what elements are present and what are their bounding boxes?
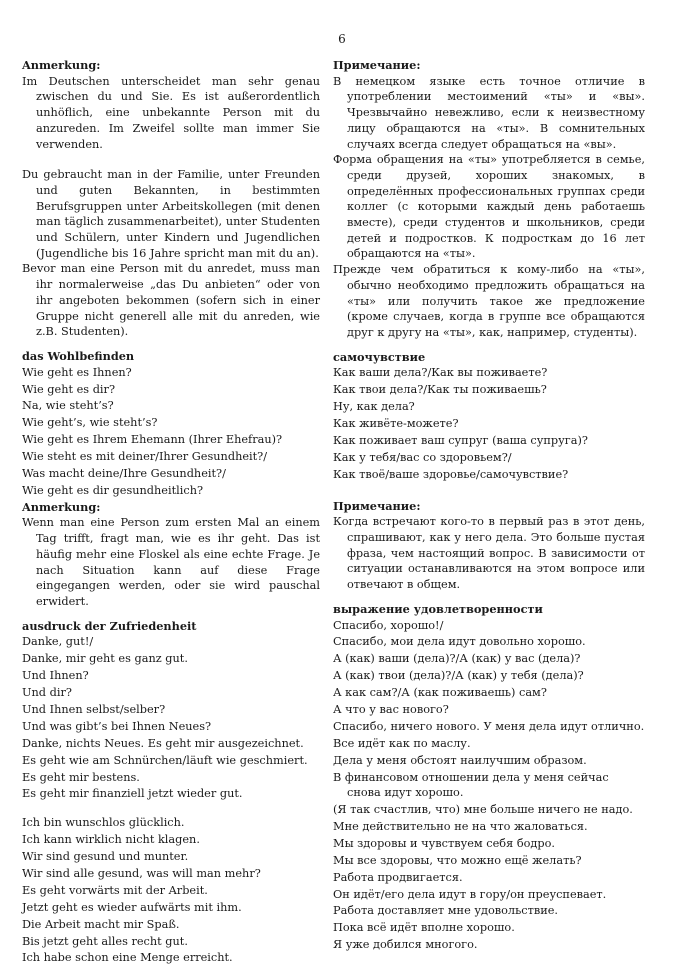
phrase-item: Und was gibt’s bei Ihnen Neues? — [22, 719, 212, 733]
phrase-list — [333, 618, 645, 801]
phrase-item: Он идёт/его дела идут в гору/он преуспевает. — [333, 887, 607, 901]
phrase-item: Работа продвигается. — [333, 870, 463, 884]
phrase-item: Danke, gut!/ — [22, 635, 94, 649]
phrase-item: Пока всё идёт вполне хорошо. — [333, 921, 515, 935]
note-paragraph: Im Deutschen unterscheidet man sehr genau zwischen du und Sie. Es ist außerordentlich unhöflich, eine unbekannte Person mit du anzureden. Im Zweifel sollte man immer Sie verwenden. — [22, 74, 320, 151]
note-paragraph: Du gebraucht man in der Familie, unter Freunden und guten Bekannten, in bestimmten Berufsgruppen unter Arbeitskollegen (mit denen man täglich zusammenarbeitet), unter Studenten und Schülern, unter Kindern und Jugendlichen (Jugendliche bis 16 Jahre spricht man mit du an). — [22, 168, 320, 260]
phrase-item: (Я так счастлив, что) мне больше ничего не надо. — [333, 803, 633, 817]
phrase-item: Wie geht es Ihrem Ehemann (Ihrer Ehefrau)? — [22, 433, 283, 447]
phrase-item: Jetzt geht es wieder aufwärts mit ihm. — [22, 900, 242, 914]
phrase-item: Danke, nichts Neues. Es geht mir ausgezeichnet. — [22, 736, 304, 750]
german-column — [22, 58, 320, 967]
phrase-item: Мы все здоровы, что можно ещё желать? — [333, 853, 582, 867]
phrase-item: Ich bin wunschlos glücklich. — [22, 816, 185, 830]
phrase-item: А (как) твои (дела)?/А (как) у тебя (дела)? — [333, 669, 584, 683]
phrase-item: А что у вас нового? — [333, 702, 449, 716]
section-title-udovletvorennost: выражение удовлетворенности — [333, 601, 543, 616]
phrase-item: Спасибо, хорошо!/ — [333, 618, 444, 632]
phrase-item: Мы здоровы и чувствуем себя бодро. — [333, 836, 555, 850]
phrase-item: Und Ihnen selbst/selber? — [22, 702, 166, 716]
section-title-samochuvstvie: самочувствие — [333, 349, 426, 364]
phrase-item: Na, wie steht’s? — [22, 399, 114, 413]
phrase-item: Все идёт как по маслу. — [333, 736, 471, 750]
phrase-item: Ну, как дела? — [333, 400, 415, 414]
phrase-item: Дела у меня обстоят наилучшим образом. — [333, 753, 587, 767]
phrase-list — [333, 365, 645, 482]
page-number: 6 — [338, 32, 346, 46]
phrase-item: Wie geht es dir? — [22, 382, 116, 396]
phrase-item: Как у тебя/вас со здоровьем?/ — [333, 450, 512, 464]
phrase-item: Es geht mir bestens. — [22, 770, 140, 784]
note-paragraph: Прежде чем обратиться к кому-либо на «ты», обычно необходимо предложить обращаться на «ты» или получить такое же предложение (кроме случаев, когда в группе все обращаются друг к другу на «ты», как, например, студенты). — [333, 263, 645, 339]
phrase-item: Bis jetzt geht alles recht gut. — [22, 934, 188, 948]
phrase-item: Работа доставляет мне удовольствие. — [333, 904, 558, 918]
phrase-item: Wie geht es Ihnen? — [22, 365, 132, 379]
phrase-item: А как сам?/А (как поживаешь) сам? — [333, 686, 547, 700]
note-title: Anmerkung: — [22, 58, 101, 72]
note-title: Примечание: — [333, 58, 421, 72]
phrase-item: Wir sind alle gesund, was will man mehr? — [22, 866, 261, 880]
phrase-item: Wie geht es dir gesundheitlich? — [22, 483, 204, 497]
phrase-item: Как поживает ваш супруг (ваша супруга)? — [333, 433, 588, 447]
phrase-list — [22, 365, 320, 499]
note-title: Примечание: — [333, 498, 421, 513]
note-paragraph: В немецком языке есть точное отличие в употреблении местоимений «ты» и «вы». Чрезвычайно невежливо, если к неизвестному лицу обращаются на «ты». В сомнительных случаях всегда следует обращаться на «вы». — [333, 74, 645, 151]
note-paragraph: Форма обращения на «ты» употребляется в семье, среди друзей, хороших знакомых, в определённых профессиональных группах среди коллег (с которыми каждый день работаешь вместе), среди студентов и школьников, среди детей и подростков. К подросткам до 16 лет обращаются на «ты». — [333, 153, 645, 261]
phrase-item: Как живёте-можете? — [333, 417, 459, 431]
phrase-list — [333, 802, 645, 953]
phrase-item: Ich habe schon eine Menge erreicht. — [22, 951, 233, 965]
note-title: Anmerkung: — [22, 499, 101, 514]
section-title-wohlbefinden: das Wohlbefinden — [22, 348, 135, 363]
phrase-item: Как твоё/ваше здоровье/самочувствие? — [333, 467, 569, 481]
phrase-item: Es geht wie am Schnürchen/läuft wie geschmiert. — [22, 753, 308, 767]
phrase-item: Was macht deine/Ihre Gesundheit?/ — [22, 467, 226, 480]
phrase-item: Ich kann wirklich nicht klagen. — [22, 833, 200, 847]
section-title-zufriedenheit: ausdruck der Zufriedenheit — [22, 618, 197, 633]
phrase-item: Und dir? — [22, 686, 72, 700]
phrase-item: Danke, mir geht es ganz gut. — [22, 652, 188, 666]
phrase-item: Как ваши дела?/Как вы поживаете? — [333, 366, 548, 380]
note-paragraph: Bevor man eine Person mit du anredet, muss man ihr normalerweise „das Du anbieten“ oder von ihr angeboten bekommen (sofern sich in einer Gruppe nicht generell alle mit du anreden, wie z.B. Studenten). — [22, 262, 320, 339]
phrase-item: Es geht mir finanziell jetzt wieder gut. — [22, 787, 243, 801]
phrase-item: Wie geht’s, wie steht’s? — [22, 416, 158, 430]
phrase-item: Мне действительно не на что жаловаться. — [333, 820, 588, 834]
phrase-item: Und Ihnen? — [22, 669, 89, 683]
note-paragraph: Wenn man eine Person zum ersten Mal an einem Tag trifft, fragt man, wie es ihr geht. Das ist häufig mehr eine Floskel als eine echte Frage. Je nach Situation kann auf diese Frage eingegangen werden, oder sie wird pauschal erwidert. — [22, 516, 320, 608]
phrase-item: Я уже добился многого. — [333, 938, 478, 952]
phrase-item: Wie steht es mit deiner/Ihrer Gesundheit?/ — [22, 450, 268, 464]
phrase-item: Спасибо, мои дела идут довольно хорошо. — [333, 635, 586, 649]
phrase-list — [22, 815, 320, 966]
phrase-list — [22, 634, 320, 802]
phrase-item: Как твои дела?/Как ты поживаешь? — [333, 383, 547, 397]
note-paragraph: Когда встречают кого-то в первый раз в этот день, спрашивают, как у него дела. Это больше пустая фраза, чем настоящий вопрос. В зависимости от ситуации останавливаются на этом вопросе или отвечают в общем. — [333, 515, 645, 592]
russian-column — [333, 58, 645, 954]
phrase-item: Die Arbeit macht mir Spaß. — [22, 917, 180, 931]
phrase-item: В финансовом отношении дела у меня сейчас снова идут хорошо. — [333, 770, 609, 800]
phrase-item: А (как) ваши (дела)?/А (как) у вас (дела)? — [333, 652, 581, 666]
phrase-item: Wir sind gesund und munter. — [22, 850, 189, 864]
phrase-item: Es geht vorwärts mit der Arbeit. — [22, 883, 208, 897]
phrase-item: Спасибо, ничего нового. У меня дела идут отлично. — [333, 719, 645, 733]
